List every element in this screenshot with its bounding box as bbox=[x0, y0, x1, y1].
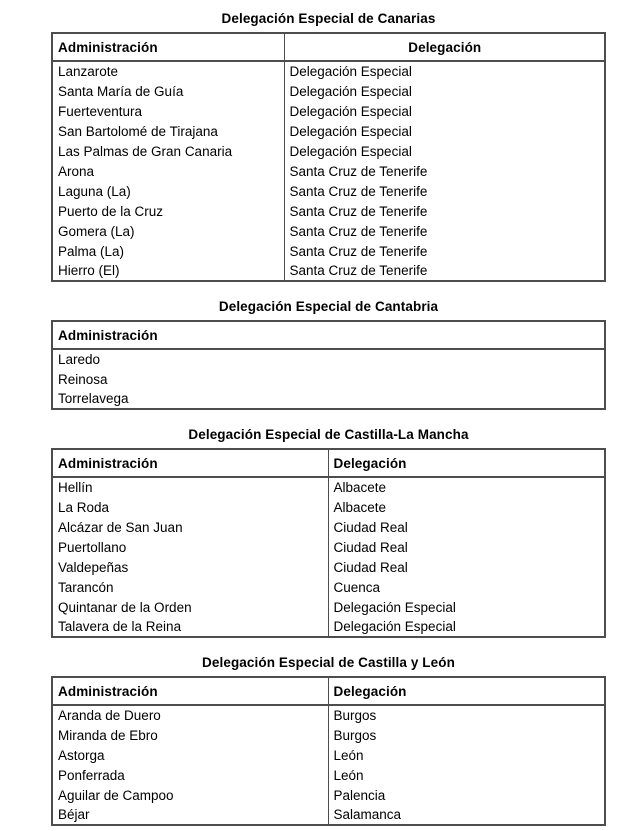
cell-administracion: Astorga bbox=[58, 747, 105, 763]
cell-administracion: Alcázar de San Juan bbox=[58, 519, 183, 535]
table-row bbox=[52, 369, 605, 389]
delegation-table bbox=[51, 676, 606, 826]
cell-delegacion: Delegación Especial bbox=[284, 141, 605, 161]
column-header-administracion: Administración bbox=[52, 677, 328, 705]
header-row bbox=[52, 33, 605, 61]
cell-administracion: Las Palmas de Gran Canaria bbox=[58, 143, 233, 159]
table-row bbox=[52, 61, 605, 81]
table-row bbox=[52, 261, 605, 281]
header-row bbox=[52, 321, 605, 349]
cell-delegacion: Delegación Especial bbox=[284, 81, 605, 101]
cell-delegacion: Cuenca bbox=[328, 577, 605, 597]
cell-administracion: Gomera (La) bbox=[58, 223, 135, 239]
cell-administracion: Fuerteventura bbox=[58, 103, 143, 119]
table-row bbox=[52, 765, 605, 785]
table-row bbox=[52, 221, 605, 241]
table-row bbox=[52, 349, 605, 369]
table-row bbox=[52, 81, 605, 101]
cell-administracion: Ponferrada bbox=[58, 767, 125, 783]
cell-administracion: Puertollano bbox=[58, 539, 127, 555]
delegation-section-delegacion-especial-de-cantabria bbox=[51, 298, 606, 410]
section-title: Delegación Especial de Castilla-La Mancha bbox=[188, 427, 469, 442]
table-row bbox=[52, 517, 605, 537]
cell-delegacion: Palencia bbox=[328, 785, 605, 805]
table-row bbox=[52, 241, 605, 261]
cell-administracion: Santa María de Guía bbox=[58, 83, 184, 99]
column-header-administracion: Administración bbox=[52, 449, 328, 477]
table-row bbox=[52, 497, 605, 517]
cell-administracion: Laredo bbox=[58, 352, 101, 367]
cell-administracion: San Bartolomé de Tirajana bbox=[58, 123, 218, 139]
cell-administracion: Tarancón bbox=[58, 579, 114, 595]
table-row bbox=[52, 477, 605, 497]
table-row bbox=[52, 725, 605, 745]
cell-delegacion: Albacete bbox=[328, 497, 605, 517]
column-header-administracion: Administración bbox=[52, 33, 284, 61]
cell-delegacion: Burgos bbox=[328, 705, 605, 725]
table-row bbox=[52, 101, 605, 121]
section-title: Delegación Especial de Castilla y León bbox=[202, 655, 455, 670]
table-row bbox=[52, 161, 605, 181]
cell-delegacion: Delegación Especial bbox=[328, 597, 605, 617]
cell-administracion: Hellín bbox=[58, 480, 93, 495]
cell-delegacion: Delegación Especial bbox=[284, 101, 605, 121]
cell-delegacion: Burgos bbox=[328, 725, 605, 745]
cell-administracion: Aranda de Duero bbox=[58, 708, 161, 723]
table-row bbox=[52, 537, 605, 557]
cell-delegacion: Ciudad Real bbox=[328, 517, 605, 537]
column-header-delegacion: Delegación bbox=[328, 677, 605, 705]
table-row bbox=[52, 557, 605, 577]
cell-administracion: La Roda bbox=[58, 499, 110, 515]
table-row bbox=[52, 201, 605, 221]
header-row bbox=[52, 449, 605, 477]
delegation-section-delegacion-especial-de-canarias bbox=[51, 10, 606, 282]
section-title: Delegación Especial de Canarias bbox=[221, 11, 436, 26]
delegation-section-delegacion-especial-de-castilla-y-leon bbox=[51, 654, 606, 826]
table-row bbox=[52, 617, 605, 637]
table-row bbox=[52, 805, 605, 825]
cell-delegacion: Santa Cruz de Tenerife bbox=[284, 221, 605, 241]
table-row bbox=[52, 597, 605, 617]
cell-administracion: Béjar bbox=[58, 807, 90, 822]
cell-administracion: Talavera de la Reina bbox=[58, 619, 182, 634]
delegation-section-delegacion-especial-de-castilla-la-mancha bbox=[51, 426, 606, 638]
table-row bbox=[52, 389, 605, 409]
table-row bbox=[52, 577, 605, 597]
cell-administracion: Laguna (La) bbox=[58, 183, 131, 199]
column-header-administracion: Administración bbox=[52, 321, 605, 349]
table-row bbox=[52, 745, 605, 765]
cell-administracion: Hierro (El) bbox=[58, 263, 120, 278]
column-header-delegacion: Delegación bbox=[284, 33, 605, 61]
cell-administracion: Quintanar de la Orden bbox=[58, 599, 192, 615]
cell-delegacion: Albacete bbox=[328, 477, 605, 497]
cell-delegacion: Santa Cruz de Tenerife bbox=[284, 241, 605, 261]
cell-delegacion: Santa Cruz de Tenerife bbox=[284, 181, 605, 201]
cell-administracion: Arona bbox=[58, 163, 95, 179]
cell-delegacion: Santa Cruz de Tenerife bbox=[284, 261, 605, 281]
cell-delegacion: Salamanca bbox=[328, 805, 605, 825]
cell-administracion: Miranda de Ebro bbox=[58, 727, 158, 743]
cell-administracion: Valdepeñas bbox=[58, 559, 129, 575]
cell-delegacion: León bbox=[328, 765, 605, 785]
table-row bbox=[52, 181, 605, 201]
cell-administracion: Palma (La) bbox=[58, 243, 125, 259]
cell-delegacion: Santa Cruz de Tenerife bbox=[284, 161, 605, 181]
table-row bbox=[52, 121, 605, 141]
delegation-table bbox=[51, 32, 606, 282]
cell-delegacion: Delegación Especial bbox=[328, 617, 605, 637]
table-row bbox=[52, 785, 605, 805]
section-title: Delegación Especial de Cantabria bbox=[218, 299, 439, 314]
cell-delegacion: Delegación Especial bbox=[284, 121, 605, 141]
cell-delegacion: Santa Cruz de Tenerife bbox=[284, 201, 605, 221]
header-row bbox=[52, 677, 605, 705]
column-header-delegacion: Delegación bbox=[328, 449, 605, 477]
cell-administracion: Torrelavega bbox=[58, 391, 129, 406]
cell-administracion: Lanzarote bbox=[58, 64, 119, 79]
cell-administracion: Puerto de la Cruz bbox=[58, 203, 164, 219]
delegation-table bbox=[51, 448, 606, 638]
cell-delegacion: Delegación Especial bbox=[284, 61, 605, 81]
table-row bbox=[52, 141, 605, 161]
cell-administracion: Reinosa bbox=[58, 371, 108, 387]
cell-delegacion: Ciudad Real bbox=[328, 557, 605, 577]
delegation-table bbox=[51, 320, 606, 410]
cell-delegacion: León bbox=[328, 745, 605, 765]
cell-administracion: Aguilar de Campoo bbox=[58, 787, 174, 803]
cell-delegacion: Ciudad Real bbox=[328, 537, 605, 557]
table-row bbox=[52, 705, 605, 725]
